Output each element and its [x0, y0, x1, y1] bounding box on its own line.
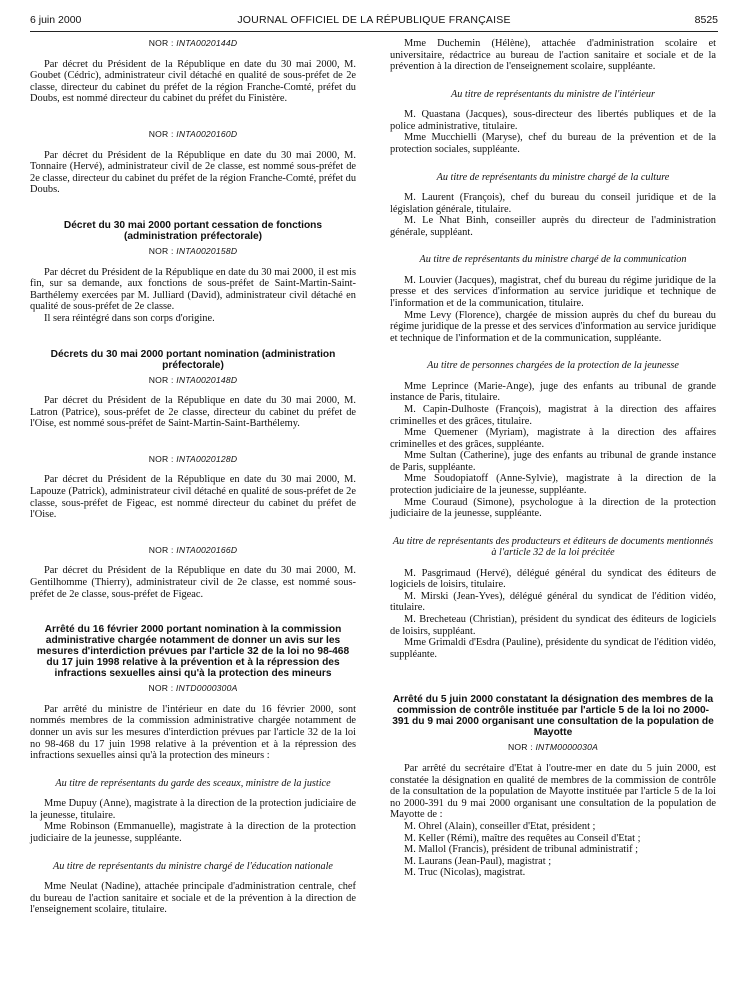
subsection-heading: Au titre de représentants du ministre chargé de la communication — [419, 254, 687, 266]
nor-reference: NOR : INTA0020160D — [148, 128, 238, 139]
section-heading: Arrêté du 5 juin 2000 constatant la désignation des membres de la commission de contrôle instituée par l'article 5 de la loi no 2000-391 du 9 mai 2000 organisant une consultation de la population de Mayotte — [392, 694, 714, 739]
list-item: M. Keller (Rémi), maître des requêtes au Conseil d'Etat ; — [404, 832, 641, 844]
member-entry: Mme Neulat (Nadine), attachée principale d'administration centrale, chef du bureau de l'action sanitaire et sociale et de la prévention à la direction de l'enseignement scolaire, titulaire. — [30, 880, 356, 916]
nor-reference: NOR : INTD0000300A — [148, 683, 238, 694]
list-item: M. Mallol (Francis), président de tribunal administratif ; — [404, 844, 639, 856]
subsection-heading: Au titre de représentants du ministre de l'intérieur — [451, 88, 655, 100]
member-entry: Mme Soudopiatoff (Anne-Sylvie), magistrate à la direction de la protection judiciaire de la jeunesse, suppléante. — [390, 473, 716, 497]
member-list — [390, 821, 716, 879]
member-entry: Mme Robinson (Emmanuelle), magistrate à la direction de la protection judiciaire de la jeunesse, suppléante. — [30, 821, 356, 844]
nor-reference: NOR : INTA0020148D — [148, 374, 238, 385]
nor-reference: NOR : INTA0020144D — [148, 38, 238, 48]
subsection-heading: Au titre de personnes chargées de la protection de la jeunesse — [427, 360, 679, 372]
nor-reference: NOR : INTA0020158D — [148, 245, 238, 256]
subsection-heading: Au titre de représentants des producteurs et éditeurs de documents mentionnés à l'article 32 de la loi précitée — [392, 535, 714, 559]
member-entry: M. Brecheteau (Christian), président du syndicat des éditeurs de logiciels de loisirs, suppléant. — [390, 614, 716, 637]
member-entry: Mme Grimaldi d'Esdra (Pauline), présidente du syndicat de l'édition vidéo, suppléante. — [390, 637, 716, 660]
member-entry: M. Pasgrimaud (Hervé), délégué général du syndicat des éditeurs de logiciels de loisirs, titulaire. — [390, 567, 716, 591]
member-entry: Mme Duchemin (Hélène), attachée d'administration scolaire et universitaire, rédactrice au bureau de l'action sanitaire et sociale et de la prévention à la direction de l'enseignement scolaire, suppléante. — [390, 38, 716, 73]
section-heading: Décret du 30 mai 2000 portant cessation de fonctions (administration préfectorale) — [63, 219, 323, 242]
header-rule — [30, 31, 718, 32]
decree-text: Par décret du Président de la République en date du 30 mai 2000, M. Gentilhomme (Thierry), administrateur civil de 2e classe, est nommé sous-préfet de 2e classe, sous-préfet de Figeac. — [30, 565, 356, 600]
decree-text: Par arrêté du secrétaire d'Etat à l'outre-mer en date du 5 juin 2000, est constatée la désignation en qualité de membres de la commission de contrôle de la consultation de la population de Mayotte instituée par l'article 5 de la loi no 2000-391 du 9 mai 2000 organisant une consultation de la population de Mayotte de : — [390, 763, 716, 821]
section-heading: Décrets du 30 mai 2000 portant nomination (administration préfectorale) — [50, 348, 336, 371]
subsection-heading: Au titre de représentants du ministre chargé de la culture — [436, 171, 670, 183]
decree-text: Par arrêté du ministre de l'intérieur en date du 16 février 2000, sont nommés membres de la commission administrative chargée notamment de donner un avis sur les mesures d'interdiction prévues par l'article 32 de la loi no 98-468 du 17 juin 1998 relative à la prévention et à la répression des infractions sexuelles ainsi qu'à la protection des mineurs : — [30, 703, 356, 762]
list-item: M. Truc (Nicolas), magistrat. — [404, 867, 526, 879]
nor-reference: NOR : INTM0000030A — [507, 742, 599, 753]
member-entry: Mme Leprince (Marie-Ange), juge des enfants au tribunal de grande instance de Paris, titulaire. — [390, 380, 716, 404]
nor-reference: NOR : INTA0020128D — [148, 453, 238, 464]
member-entry: Mme Sultan (Catherine), juge des enfants au tribunal de grande instance de Paris, suppléante. — [390, 450, 716, 473]
section-heading: Arrêté du 16 février 2000 portant nomination à la commission administrative chargée notamment de donner un avis sur les mesures d'interdiction prévues par l'article 32 de la loi no 98-468 du 17 juin 1998 relative à la prévention et à la répression des infractions sexuelles ainsi qu'à la protection des mineurs — [36, 624, 350, 680]
page-header — [30, 14, 718, 32]
list-item: M. Laurans (Jean-Paul), magistrat ; — [404, 855, 552, 867]
member-entry: M. Capin-Dulhoste (François), magistrat à la direction des affaires criminelles et des grâces, titulaire. — [390, 403, 716, 427]
nor-reference: NOR : INTA0020166D — [148, 544, 238, 555]
member-entry: M. Louvier (Jacques), magistrat, chef du bureau du régime juridique de la presse et des services d'information au service juridique et technique de l'information et de la communication, titulaire. — [390, 274, 716, 309]
member-entry: M. Le Nhat Binh, conseiller auprès du directeur de l'administration générale, suppléant. — [390, 215, 716, 238]
decree-text: Par décret du Président de la République en date du 30 mai 2000, M. Lapouze (Patrick), administrateur civil détaché en qualité de sous-préfet de 2e classe, sous-préfet de Figeac, est nommé directeur du cabinet du préfet de l'Oise. — [30, 474, 356, 521]
member-entry: Mme Couraud (Simone), psychologue à la direction de la protection judiciaire de la jeunesse, suppléante. — [390, 496, 716, 520]
decree-text: Par décret du Président de la République en date du 30 mai 2000, M. Goubet (Cédric), administrateur civil détaché en qualité de sous-préfet de 2e classe, directeur du cabinet du préfet de la région Franche-Comté, préfet du Doubs, est nommé directeur du cabinet du préfet du Finistère. — [30, 58, 356, 105]
member-entry: M. Laurent (François), chef du bureau du conseil juridique et de la législation générale, titulaire. — [390, 191, 716, 215]
member-entry: Mme Dupuy (Anne), magistrate à la direction de la protection judiciaire de la jeunesse, titulaire. — [30, 798, 356, 821]
member-entry: Mme Quemener (Myriam), magistrate à la direction des affaires criminelles et des grâces, suppléante. — [390, 427, 716, 450]
list-item: M. Ohrel (Alain), conseiller d'Etat, président ; — [404, 820, 596, 832]
subsection-heading: Au titre de représentants du ministre chargé de l'éducation nationale — [53, 860, 333, 872]
decree-text: Par décret du Président de la République en date du 30 mai 2000, il est mis fin, sur sa demande, aux fonctions de sous-préfet de Saint-Martin-Saint-Barthélemy exercées par M. Julliard (David), administrateur civil détaché en qualité de sous-préfet de 2e classe. — [30, 266, 356, 313]
left-column — [30, 38, 356, 916]
subsection-heading: Au titre de représentants du garde des sceaux, ministre de la justice — [55, 777, 331, 789]
member-entry: Mme Levy (Florence), chargée de mission auprès du chef du bureau du régime juridique de la presse et des services d'information au service juridique et technique de l'information et de la communication, suppléante. — [390, 309, 716, 344]
decree-text: Par décret du Président de la République en date du 30 mai 2000, M. Tonnaire (Hervé), administrateur civil de 2e classe, est nommé sous-préfet de 2e classe, directeur du cabinet du préfet de la région Franche-Comté, préfet du Doubs. — [30, 149, 357, 196]
member-entry: M. Mirski (Jean-Yves), délégué général du syndicat de l'édition vidéo, titulaire. — [390, 590, 716, 614]
header-title: JOURNAL OFFICIEL DE LA RÉPUBLIQUE FRANÇAISE — [237, 14, 511, 26]
header-date: 6 juin 2000 — [30, 14, 82, 26]
decree-text: Il sera réintégré dans son corps d'origine. — [44, 312, 215, 324]
member-entry: Mme Mucchielli (Maryse), chef du bureau de la prévention et de la protection sociales, suppléante. — [390, 132, 716, 155]
header-page-number: 8525 — [694, 14, 718, 26]
decree-text: Par décret du Président de la République en date du 30 mai 2000, M. Latron (Patrice), sous-préfet de 2e classe, directeur du cabinet du préfet de l'Oise, est nommé sous-préfet de Saint-Martin-Saint-Barthélemy. — [30, 395, 356, 430]
right-column — [390, 38, 716, 879]
member-entry: M. Quastana (Jacques), sous-directeur des libertés publiques et de la police administrative, titulaire. — [390, 109, 716, 132]
